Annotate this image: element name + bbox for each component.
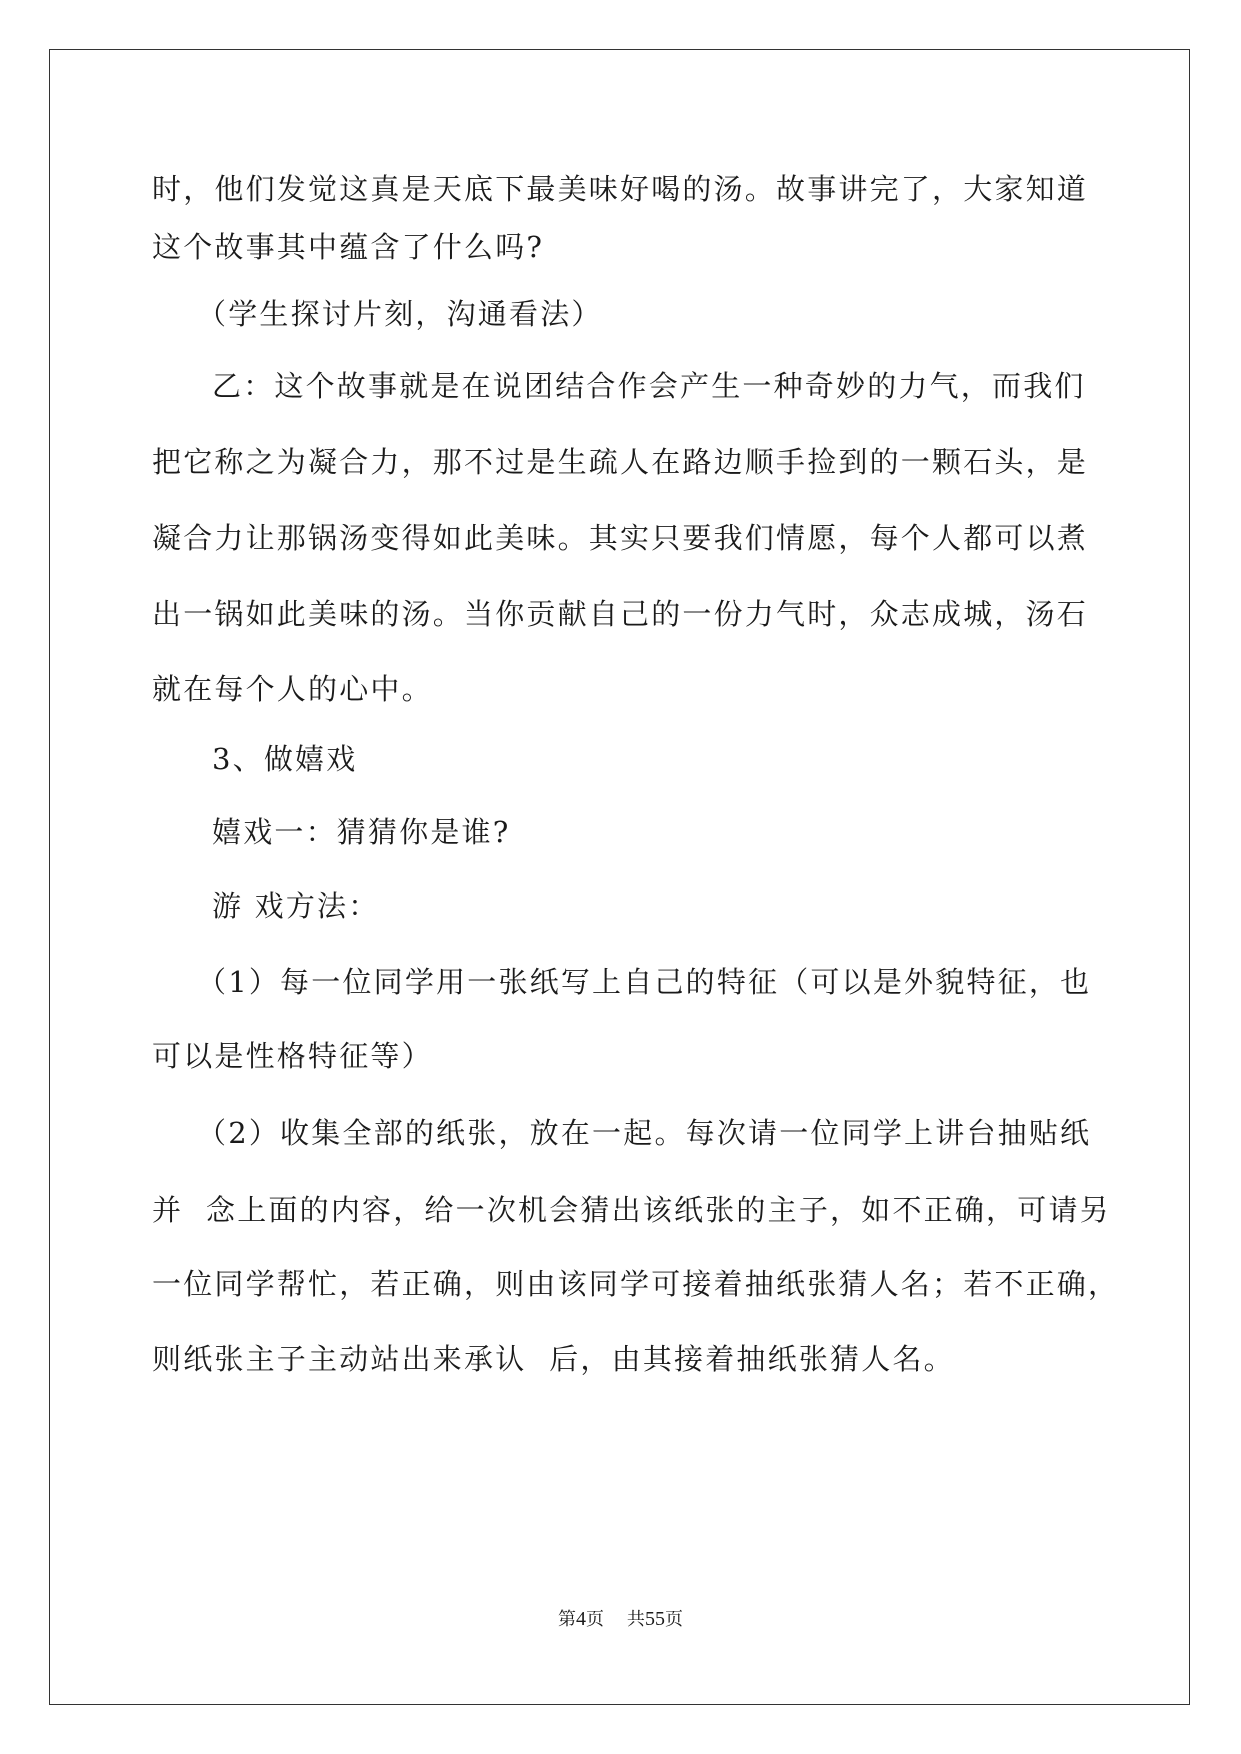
paragraph-line: （学生探讨片刻，沟通看法） (197, 297, 603, 331)
paragraph-line: 一位同学帮忙，若正确，则由该同学可接着抽纸张猜人名；若不正确， (152, 1267, 1120, 1301)
paragraph-line: 则纸张主子主动站出来承认 后，由其接着抽纸张猜人名。 (152, 1342, 955, 1376)
paragraph-line: 凝合力让那锅汤变得如此美味。其实只要我们情愿，每个人都可以煮 (152, 521, 1089, 555)
section-heading: 3、做嬉戏 (212, 742, 358, 776)
current-page-number: 4 (576, 1608, 587, 1630)
paragraph-line: 把它称之为凝合力，那不过是生疏人在路边顺手捡到的一颗石头，是 (152, 445, 1089, 479)
paragraph-line: （1）每一位同学用一张纸写上自己的特征（可以是外貌特征，也 (197, 965, 1092, 999)
paragraph-line: 这个故事其中蕴含了什么吗? (152, 230, 545, 264)
footer-mid: 页 共 (586, 1609, 645, 1630)
paragraph-line: 就在每个人的心中。 (152, 672, 433, 706)
total-page-number: 55 (644, 1608, 665, 1630)
footer-prefix: 第 (558, 1609, 577, 1630)
footer-suffix: 页 (664, 1609, 683, 1630)
paragraph-line: 游 戏方法： (212, 889, 380, 923)
paragraph-line: （2）收集全部的纸张，放在一起。每次请一位同学上讲台抽贴纸 (197, 1116, 1092, 1150)
paragraph-line: 乙：这个故事就是在说团结合作会产生一种奇妙的力气，而我们 (212, 369, 1086, 403)
game-title: 嬉戏一：猜猜你是谁? (212, 815, 511, 849)
paragraph-line: 时，他们发觉这真是天底下最美味好喝的汤。故事讲完了，大家知道 (152, 172, 1089, 206)
paragraph-line: 并 念上面的内容，给一次机会猜出该纸张的主子，如不正确，可请另 (152, 1193, 1111, 1227)
paragraph-line: 出一锅如此美味的汤。当你贡献自己的一份力气时，众志成城，汤石 (152, 597, 1089, 631)
paragraph-line: 可以是性格特征等） (152, 1039, 433, 1073)
page-footer (0, 1607, 1241, 1632)
